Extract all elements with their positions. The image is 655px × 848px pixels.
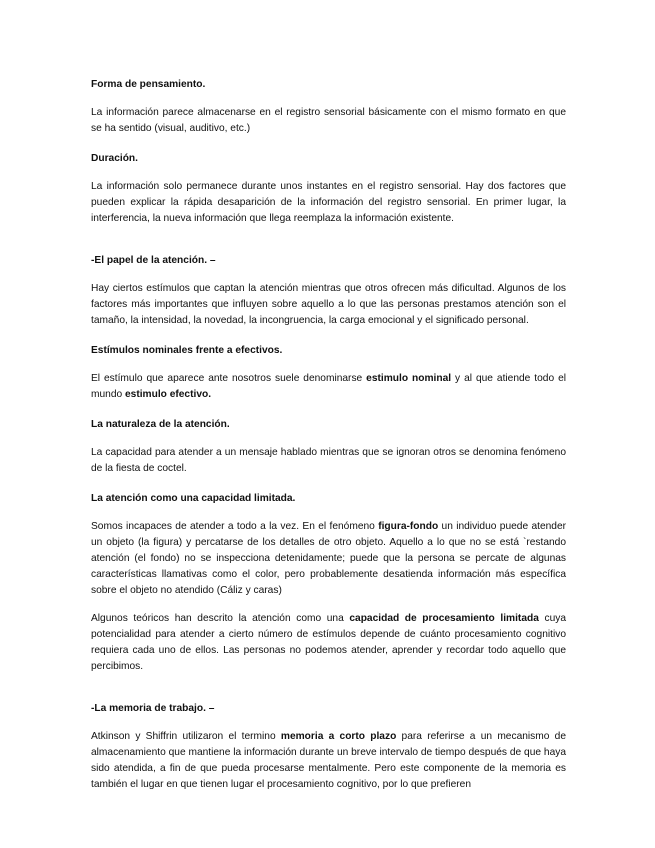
term-memoria-corto-plazo: memoria a corto plazo [280,731,397,742]
heading-forma-pensamiento: Forma de pensamiento. [91,79,206,90]
paragraph-forma-pensamiento: La información parece almacenarse en el registro sensorial básicamente con el mismo formato en que se ha sentido (visual, auditivo, etc.) [91,107,566,134]
heading-memoria-trabajo: -La memoria de trabajo. – [91,703,215,714]
paragraph-naturaleza-atencion: La capacidad para atender a un mensaje hablado mientras que se ignoran otros se denomina fenómeno de la fiesta de coctel. [91,447,566,474]
term-estimulo-nominal: estimulo nominal [366,373,452,384]
heading-duracion: Duración. [91,153,138,164]
paragraph-papel-atencion: Hay ciertos estímulos que captan la atención mientras que otros ofrecen más dificultad. Algunos de los factores más importantes que influyen sobre aquello a lo que las personas prestamos atención son el tamaño, la intensidad, la novedad, la incongruencia, la carga emocional y el significado personal. [91,283,566,326]
paragraph-duracion: La información solo permanece durante unos instantes en el registro sensorial. Hay dos factores que pueden explicar la rápida desaparición de la información del registro sensorial. En primer lugar, la interferencia, la nueva información que llega reemplaza la información existente. [91,181,566,224]
term-figura-fondo: figura-fondo [378,521,439,532]
paragraph-estimulos: El estímulo que aparece ante nosotros suele denominarse estimulo nominal y al que atiende todo el mundo estimulo efectivo. [91,373,567,400]
heading-capacidad-limitada: La atención como una capacidad limitada. [91,493,296,504]
term-estimulo-efectivo: estimulo efectivo. [124,389,212,400]
paragraph-capacidad-limitada-2: Algunos teóricos han descrito la atención como una capacidad de procesamiento limitada cuya potencialidad para atender a cierto número de estímulos depende de cuánto procesamiento cognitivo requiera cada uno de ellos. Las personas no podemos atender, aprender y recordar todo aquello que percibimos. [91,613,567,672]
heading-naturaleza-atencion: La naturaleza de la atención. [91,419,230,430]
term-capacidad-procesamiento: capacidad de procesamiento limitada [349,613,539,624]
paragraph-memoria-trabajo: Atkinson y Shiffrin utilizaron el termino memoria a corto plazo para referirse a un mecanismo de almacenamiento que mantiene la información durante un breve intervalo de tiempo después de que haya sido atendida, a fin de que pueda procesarse mentalmente. Pero este componente de la memoria es también el lugar en que tienen lugar el procesamiento cognitivo, por lo que prefieren [91,731,566,790]
heading-estimulos: Estímulos nominales frente a efectivos. [91,345,283,356]
paragraph-capacidad-limitada-1: Somos incapaces de atender a todo a la vez. En el fenómeno figura-fondo un individuo puede atender un objeto (la figura) y percatarse de los detalles de otro objeto. Aquello a lo que no se está `restando atención (el fondo) no se inspecciona detenidamente; puede que la persona se percate de algunas características llamativas como el color, pero probablemente desatienda información más específica sobre el objeto no atendido (Cáliz y caras) [91,521,567,596]
heading-papel-atencion: -El papel de la atención. – [91,255,216,266]
